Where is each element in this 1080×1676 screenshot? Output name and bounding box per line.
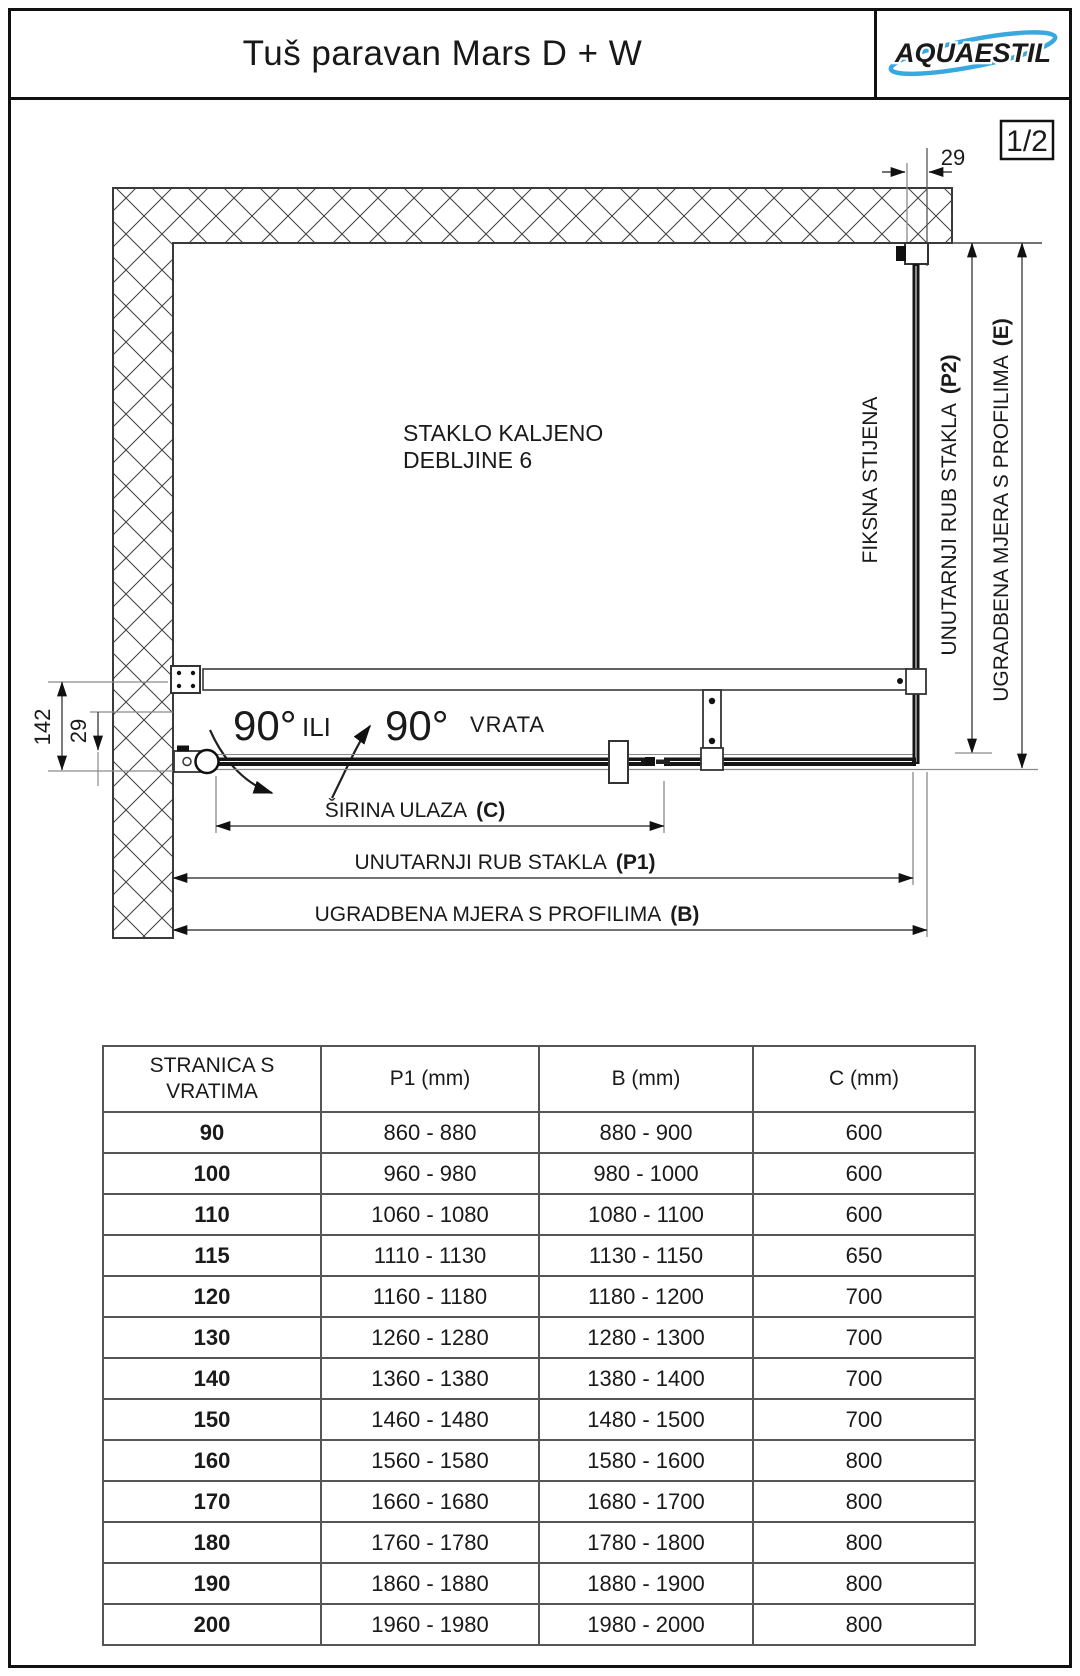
- cell: 140: [103, 1358, 321, 1399]
- cell: 170: [103, 1481, 321, 1522]
- cell: 1860 - 1880: [321, 1563, 539, 1604]
- cell: 600: [753, 1112, 975, 1153]
- cell: 160: [103, 1440, 321, 1481]
- cell: 115: [103, 1235, 321, 1276]
- cell: 190: [103, 1563, 321, 1604]
- glass-note-line2: DEBLJINE 6: [403, 447, 533, 473]
- fixed-wall-label: FIKSNA STIJENA: [859, 396, 882, 564]
- cell: 1260 - 1280: [321, 1317, 539, 1358]
- dim-p1: [173, 772, 913, 885]
- cell: 860 - 880: [321, 1112, 539, 1153]
- cell: 200: [103, 1604, 321, 1645]
- table-row: [103, 1317, 975, 1358]
- cell: 1160 - 1180: [321, 1276, 539, 1317]
- col-header-p1: P1 (mm): [321, 1046, 539, 1112]
- cell: 600: [753, 1153, 975, 1194]
- cell: 1580 - 1600: [539, 1440, 753, 1481]
- table-row: [103, 1563, 975, 1604]
- cell: 1760 - 1780: [321, 1522, 539, 1563]
- table-row: [103, 1481, 975, 1522]
- dim-142-value: 142: [30, 708, 55, 746]
- page-title: Tuš paravan Mars D + W: [242, 34, 643, 73]
- table-row: [103, 1604, 975, 1645]
- cell: 1280 - 1300: [539, 1317, 753, 1358]
- dim-c: [216, 776, 664, 833]
- cell: 960 - 980: [321, 1153, 539, 1194]
- cell: 130: [103, 1317, 321, 1358]
- dim-29-top-value: 29: [940, 145, 966, 170]
- door-hinge: [174, 746, 219, 774]
- page-number-box: [1001, 121, 1053, 159]
- table-row: [103, 1358, 975, 1399]
- rail-glass-connector: [906, 669, 926, 694]
- cell: 120: [103, 1276, 321, 1317]
- cell: 650: [753, 1235, 975, 1276]
- cell: 1480 - 1500: [539, 1399, 753, 1440]
- page-number: 1/2: [1006, 125, 1048, 158]
- cell: 700: [753, 1358, 975, 1399]
- table-row: [103, 1153, 975, 1194]
- dim-c-label: ŠIRINA ULAZA (C): [324, 799, 506, 822]
- cell: 1980 - 2000: [539, 1604, 753, 1645]
- angle-left-label: 90°: [233, 702, 297, 749]
- glass-support-strut: [701, 690, 723, 770]
- cell: 600: [753, 1194, 975, 1235]
- door-handle: [609, 741, 628, 783]
- cell: 1110 - 1130: [321, 1235, 539, 1276]
- cell: 1180 - 1200: [539, 1276, 753, 1317]
- ili-label: ILI: [302, 712, 331, 742]
- cell: 880 - 900: [539, 1112, 753, 1153]
- cell: 100: [103, 1153, 321, 1194]
- cell: 1080 - 1100: [539, 1194, 753, 1235]
- cell: 1780 - 1800: [539, 1522, 753, 1563]
- cell: 150: [103, 1399, 321, 1440]
- cell: 800: [753, 1563, 975, 1604]
- dimension-table: [102, 1045, 976, 1646]
- table-row: [103, 1235, 975, 1276]
- cell: 1560 - 1580: [321, 1440, 539, 1481]
- cell: 700: [753, 1399, 975, 1440]
- cell: 1060 - 1080: [321, 1194, 539, 1235]
- dim-29-left-value: 29: [66, 718, 91, 744]
- angle-right-label: 90°: [385, 702, 449, 749]
- cell: 980 - 1000: [539, 1153, 753, 1194]
- cell: 1460 - 1480: [321, 1399, 539, 1440]
- logo-text: AQUAESTIL: [894, 38, 1052, 69]
- col-header-b: B (mm): [539, 1046, 753, 1112]
- cell: 110: [103, 1194, 321, 1235]
- cell: 180: [103, 1522, 321, 1563]
- table-row: [103, 1440, 975, 1481]
- cell: 1360 - 1380: [321, 1358, 539, 1399]
- cell: 1660 - 1680: [321, 1481, 539, 1522]
- cell: 1380 - 1400: [539, 1358, 753, 1399]
- cell: 800: [753, 1440, 975, 1481]
- table-row: [103, 1194, 975, 1235]
- cell: 90: [103, 1112, 321, 1153]
- door-label: VRATA: [470, 712, 546, 737]
- cell: 800: [753, 1481, 975, 1522]
- table-header-row: [103, 1046, 975, 1112]
- cell: 700: [753, 1317, 975, 1358]
- table-row: [103, 1399, 975, 1440]
- dim-e-label: UGRADBENA MJERA S PROFILIMA(E): [990, 318, 1013, 702]
- cell: 700: [753, 1276, 975, 1317]
- cell: 1880 - 1900: [539, 1563, 753, 1604]
- col-header-stranica: STRANICA S VRATIMA: [103, 1046, 321, 1112]
- cell: 1680 - 1700: [539, 1481, 753, 1522]
- support-rail: [171, 666, 926, 694]
- cell: 1960 - 1980: [321, 1604, 539, 1645]
- dim-b-label: UGRADBENA MJERA S PROFILIMA (B): [314, 903, 700, 926]
- cell: 800: [753, 1604, 975, 1645]
- glass-note-line1: STAKLO KALJENO: [403, 420, 604, 446]
- col-header-c: C (mm): [753, 1046, 975, 1112]
- door-swing-annotation: [210, 702, 545, 798]
- cell: 800: [753, 1522, 975, 1563]
- table-row: [103, 1522, 975, 1563]
- dim-p2-e: [938, 243, 1042, 768]
- table-row: [103, 1276, 975, 1317]
- dim-p2-label: UNUTARNJI RUB STAKLA(P2): [938, 354, 961, 656]
- dim-p1-label: UNUTARNJI RUB STAKLA (P1): [354, 851, 656, 874]
- cell: 1130 - 1150: [539, 1235, 753, 1276]
- wall-bracket: [171, 666, 200, 693]
- table-row: [103, 1112, 975, 1153]
- door-latch: [645, 757, 655, 766]
